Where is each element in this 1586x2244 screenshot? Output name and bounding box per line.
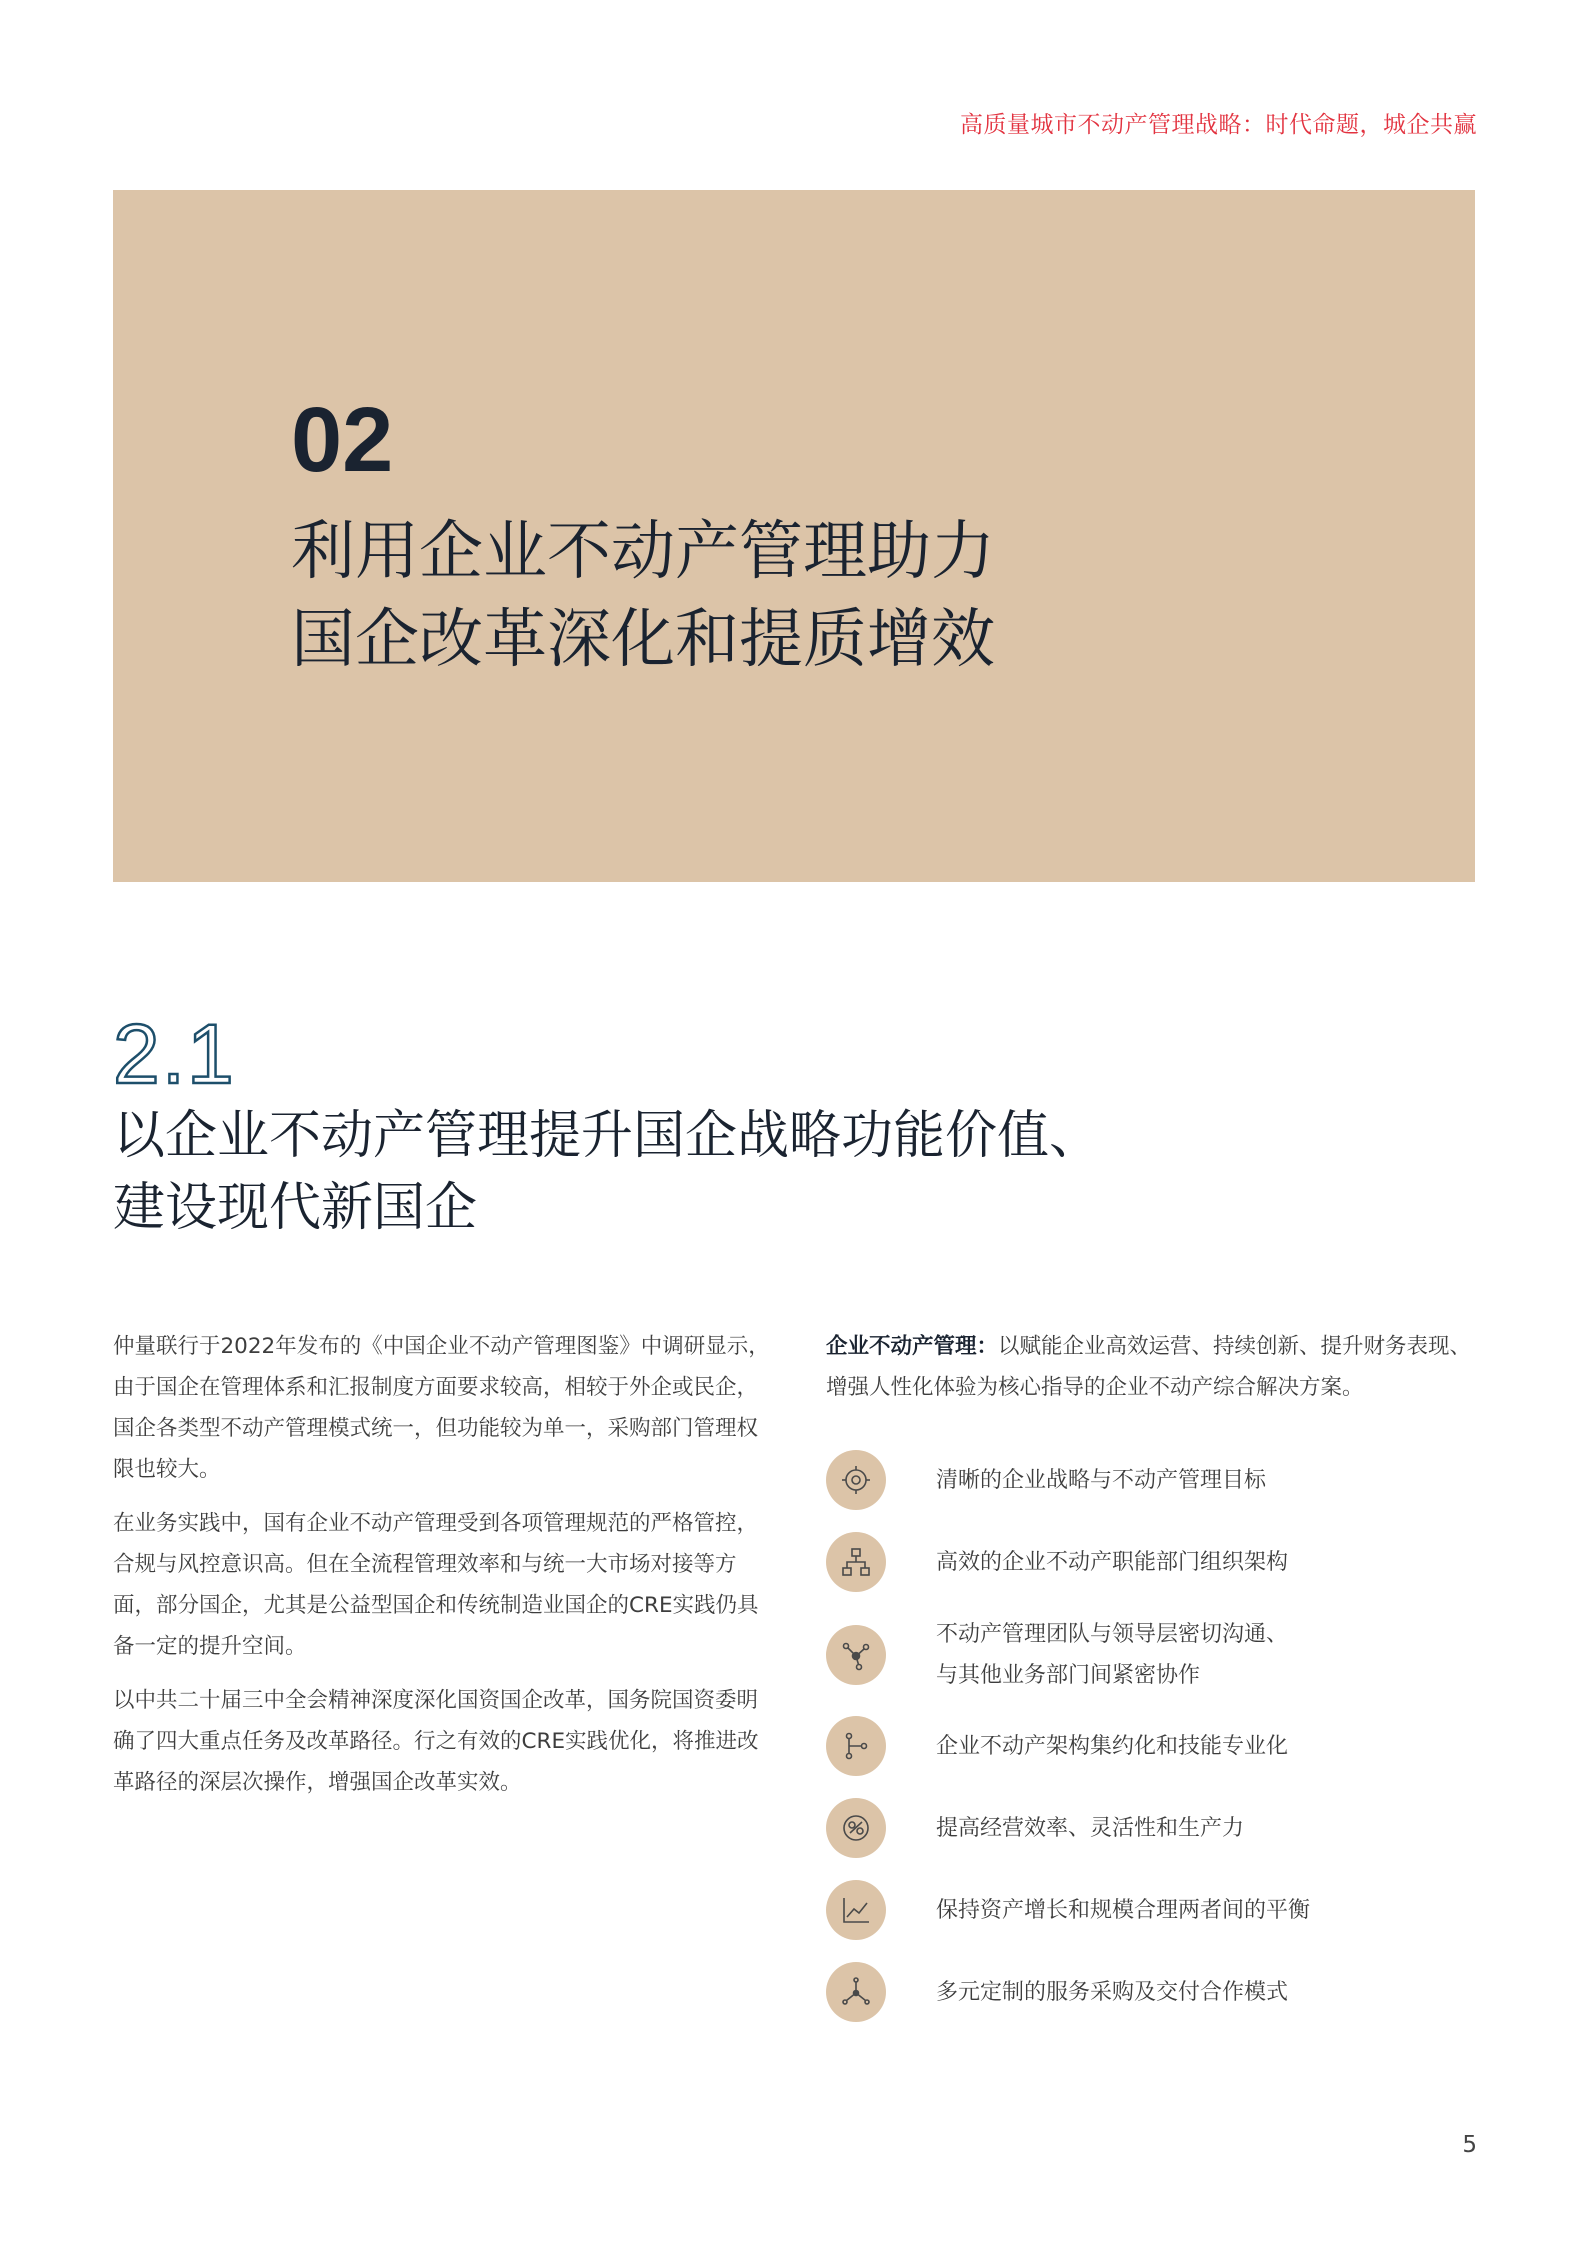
list-item bbox=[826, 1962, 1288, 2022]
hub-icon bbox=[826, 1962, 886, 2022]
feature-label: 企业不动产架构集约化和技能专业化 bbox=[936, 1733, 1289, 1759]
chapter-title bbox=[291, 508, 995, 684]
branch-icon bbox=[826, 1716, 886, 1776]
org-chart-icon bbox=[826, 1532, 886, 1592]
list-item bbox=[826, 1532, 1288, 1592]
feature-label: 不动产管理团队与领导层密切沟通、 与其他业务部门间紧密协作 bbox=[936, 1622, 1289, 1688]
body-paragraph-1: 仲量联行于2022年发布的《中国企业不动产管理图鉴》中调研显示，由于国企在管理体系和汇报制度方面要求较高，相较于外企或民企，国企各类型不动产管理模式统一，但功能较为单一，采购部门管理权限也较大。 bbox=[113, 1334, 770, 1482]
body-paragraph-2: 在业务实践中，国有企业不动产管理受到各项管理规范的严格管控，合规与风控意识高。但在全流程管理效率和与统一大市场对接等方面，部分国企，尤其是公益型国企和传统制造业国企的CRE实践仍具备一定的提升空间。 bbox=[113, 1511, 759, 1659]
list-item bbox=[826, 1716, 1288, 1776]
running-header: 高质量城市不动产管理战略：时代命题，城企共赢 bbox=[960, 112, 1477, 138]
section-title bbox=[113, 1100, 1413, 1244]
list-item bbox=[826, 1880, 1310, 1940]
section-number: 2.1 bbox=[113, 1007, 236, 1101]
chapter-banner bbox=[113, 190, 1475, 882]
feature-label: 高效的企业不动产职能部门组织架构 bbox=[936, 1549, 1289, 1575]
page-number: 5 bbox=[1462, 2132, 1477, 2158]
growth-chart-icon bbox=[826, 1880, 886, 1940]
feature-column bbox=[826, 1326, 1486, 2005]
definition-term: 企业不动产管理： bbox=[826, 1334, 999, 1359]
efficiency-icon bbox=[826, 1798, 886, 1858]
section-title-line-2: 建设现代新国企 bbox=[113, 1178, 478, 1238]
chapter-number: 02 bbox=[291, 389, 394, 491]
chapter-title-line-1: 利用企业不动产管理助力 bbox=[291, 515, 995, 589]
target-icon bbox=[826, 1450, 886, 1510]
feature-label: 多元定制的服务采购及交付合作模式 bbox=[936, 1979, 1289, 2005]
list-item bbox=[826, 1614, 1288, 1696]
feature-label: 清晰的企业战略与不动产管理目标 bbox=[936, 1467, 1267, 1493]
definition-text: 以赋能企业高效运营、持续创新、提升财务表现、增强人性化体验为核心指导的企业不动产综合解决方案。 bbox=[826, 1334, 1472, 1400]
body-paragraph-3: 以中共二十届三中全会精神深度深化国资国企改革，国务院国资委明确了四大重点任务及改革路径。行之有效的CRE实践优化，将推进改革路径的深层次操作，增强国企改革实效。 bbox=[113, 1688, 759, 1795]
feature-label: 提高经营效率、灵活性和生产力 bbox=[936, 1815, 1245, 1841]
body-text-column bbox=[113, 1326, 773, 1816]
definition bbox=[826, 1326, 1486, 1408]
list-item bbox=[826, 1798, 1244, 1858]
section-title-line-1: 以企业不动产管理提升国企战略功能价值、 bbox=[113, 1106, 1102, 1166]
list-item bbox=[826, 1450, 1266, 1510]
network-icon bbox=[826, 1625, 886, 1685]
chapter-title-line-2: 国企改革深化和提质增效 bbox=[291, 603, 995, 677]
feature-label: 保持资产增长和规模合理两者间的平衡 bbox=[936, 1897, 1311, 1923]
